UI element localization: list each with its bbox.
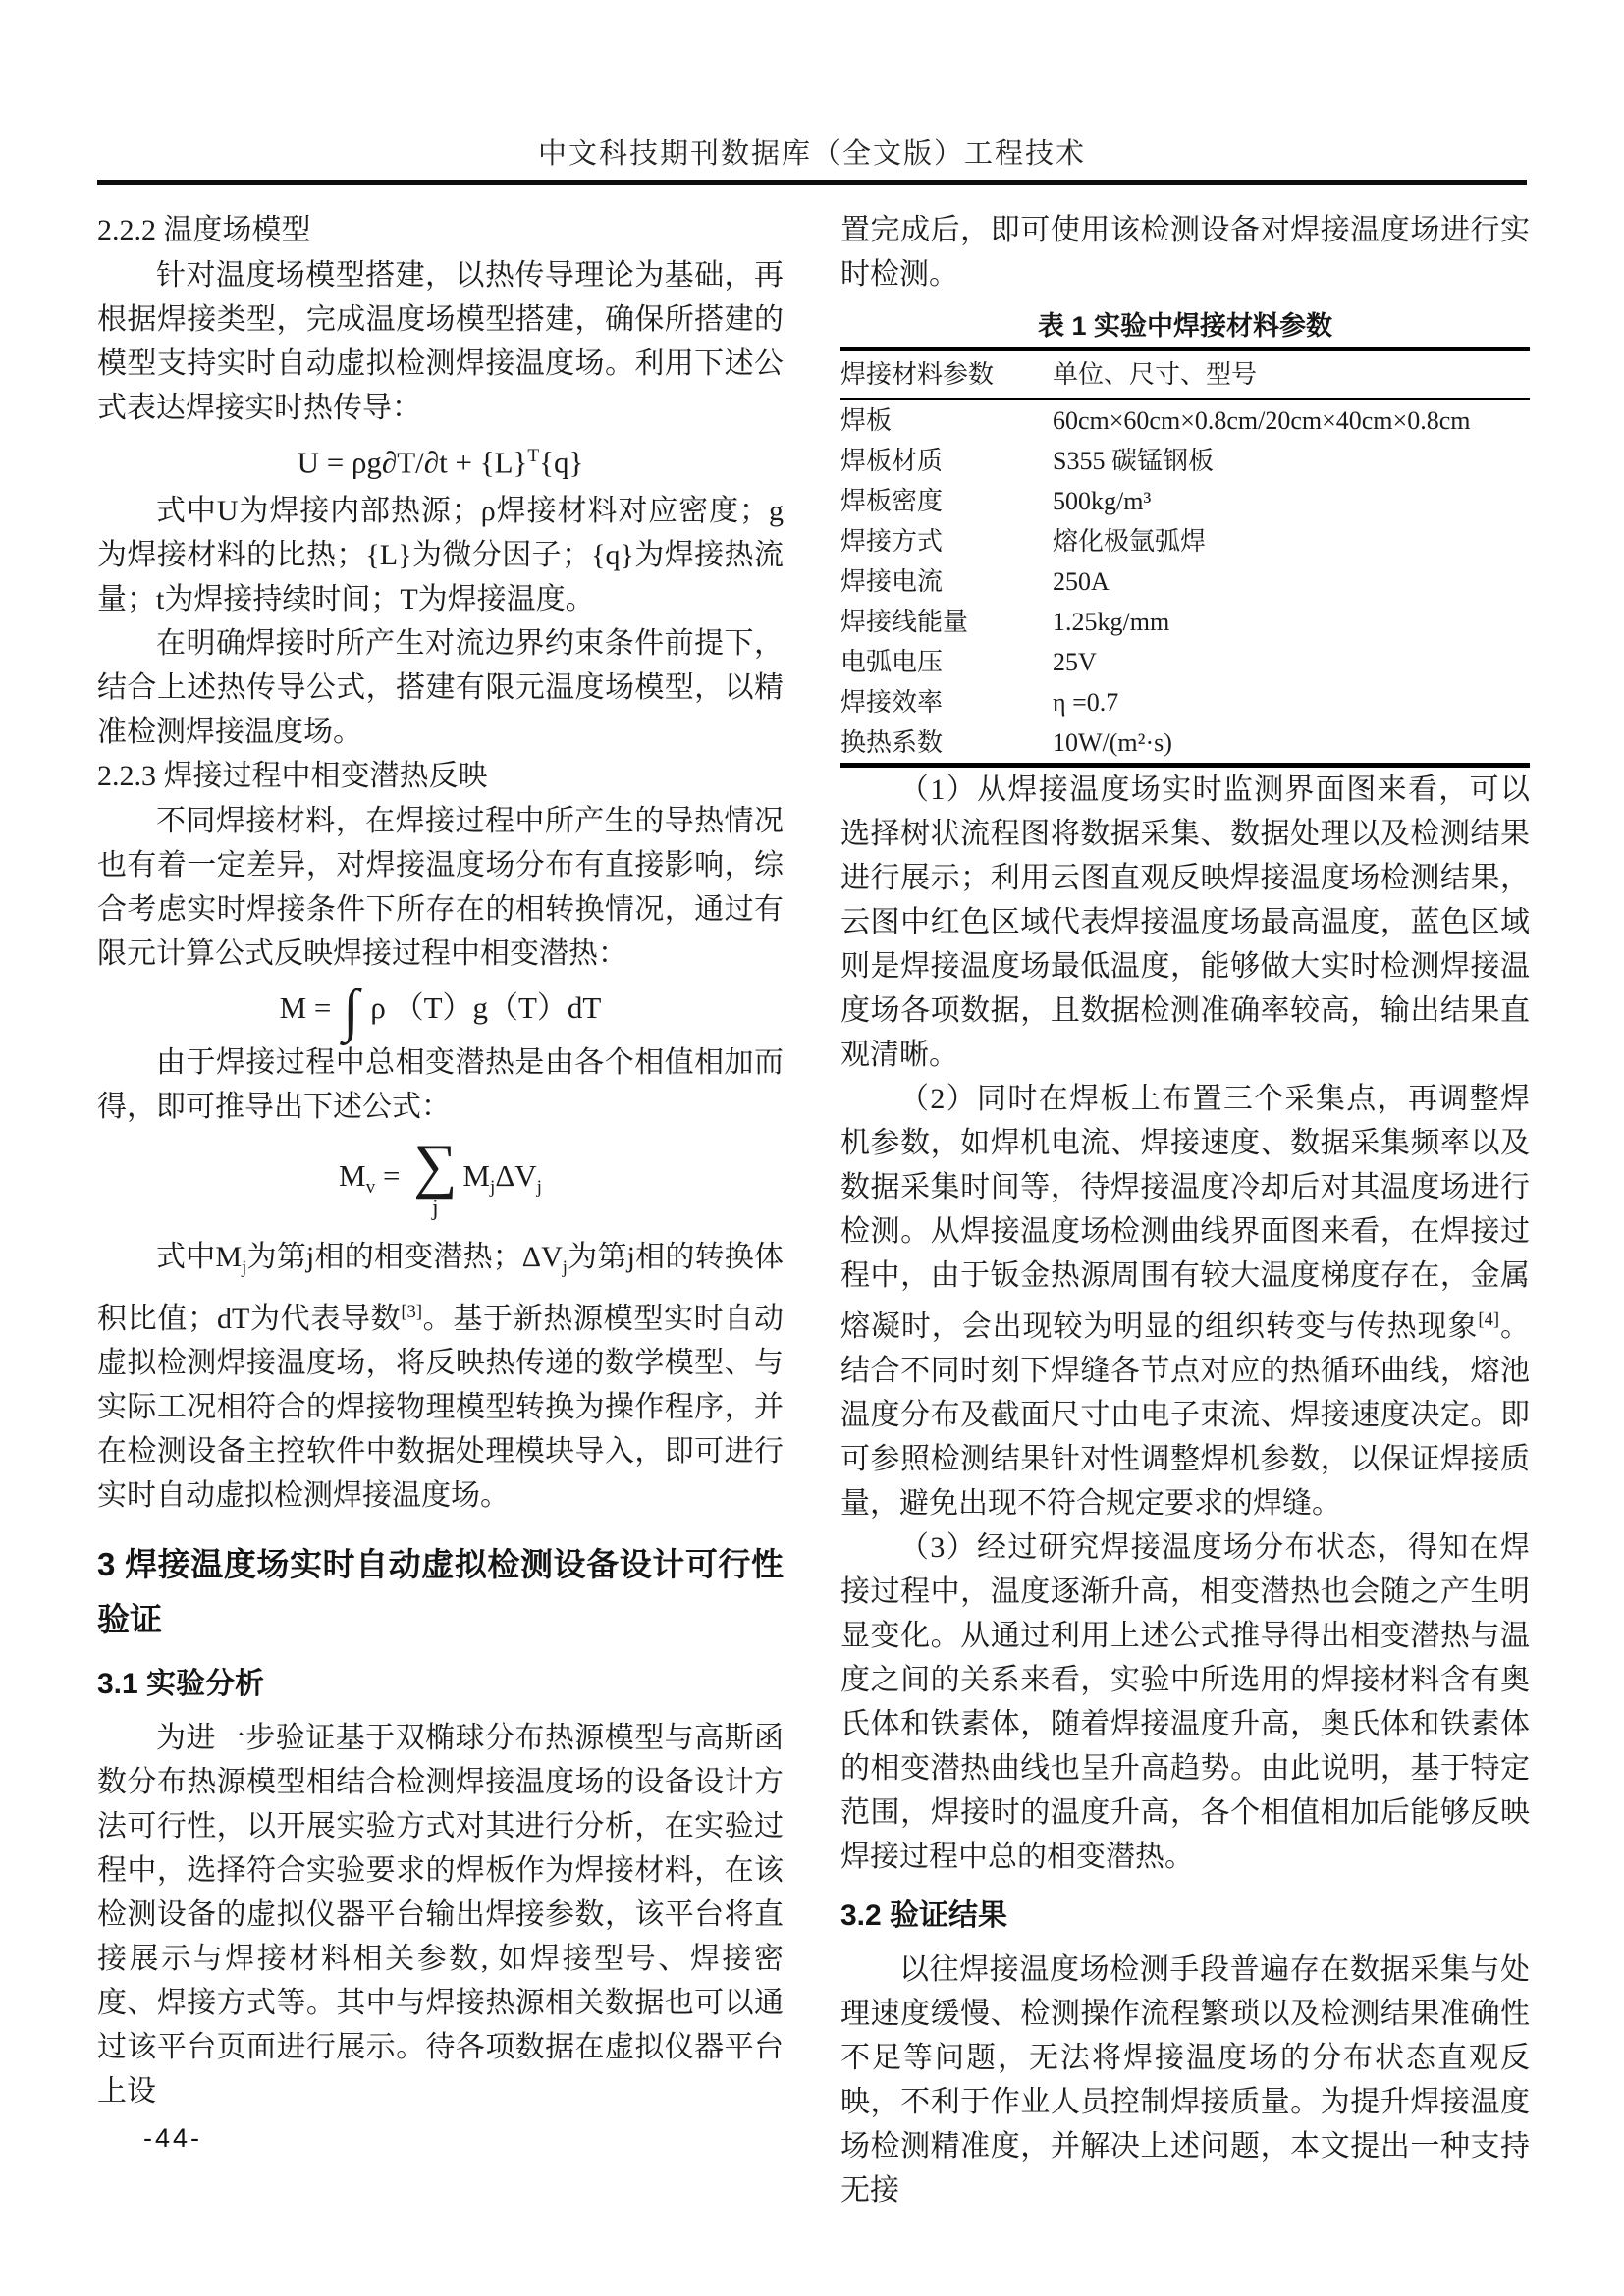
paragraph: 式中U为焊接内部热源；ρ焊接材料对应密度；g为焊接材料的比热；{L}为微分因子；{q}为焊接热流量；t为焊接持续时间；T为焊接温度。 [97, 495, 784, 616]
paragraph: 为进一步验证基于双椭球分布热源模型与高斯函数分布热源模型相结合检测焊接温度场的设备设计方法可行性，以开展实验方式对其进行分析，在实验过程中，选择符合实验要求的焊板作为焊接材料，在该检测设备的虚拟仪器平台输出焊接参数，该平台将直接展示与焊接材料相关参数, 如焊接型号、焊接密度、焊接方式等。其中与焊接热源相关数据也可以通过该平台页面进行展示。待各项数据在虚拟仪器平台上设 [97, 1722, 784, 2109]
heading-3-1: 3.1 实验分析 [97, 1668, 265, 1701]
heading-2-2-2: 2.2.2 温度场模型 [97, 214, 311, 246]
formula-lhs: $M_v$ = [339, 1158, 408, 1199]
paragraph: （1）从焊接温度场实时监测界面图来看，可以选择树状流程图将数据采集、数据处理以及检测结果进行展示；利用云图直观反映焊接温度场检测结果，云图中红色区域代表焊接温度场最高温度，蓝色区域则是焊接温度场最低温度，能够做大实时检测焊接温度场各项数据，且数据检测准确率较高，输出结果直观清晰。 [840, 774, 1530, 1071]
table-row: 焊板材质 S355 碳锰钢板 [840, 447, 1214, 475]
table-col2-header: 单位、尺寸、型号 [1053, 349, 1530, 400]
table-row: 焊接效率 η =0.7 [840, 688, 1119, 717]
table-1-title: 表 1 实验中焊接材料参数 [1037, 311, 1333, 341]
table-row: 焊板 60cm×60cm×0.8cm/20cm×40cm×0.8cm [840, 406, 1471, 435]
sigma-block [413, 1133, 458, 1222]
heading-3: 3 焊接温度场实时自动虚拟检测设备设计可行性验证 [97, 1546, 784, 1638]
formula-superscript: T [527, 446, 540, 466]
paragraph: （2）同时在焊板上布置三个采集点，再调整焊机参数，如焊机电流、焊接速度、数据采集频率以及数据采集时间等，待焊接温度冷却后对其温度场进行检测。从焊接温度场检测曲线界面图来看，在焊接过程中，由于钣金热源周围有较大温度梯度存在，金属熔凝时，会出现较为明显的组织转变与传热现象[4]。结合不同时刻下焊缝各节点对应的热循环曲线，熔池温度分布及截面尺寸由电子束流、焊接速度决定。即可参照检测结果针对性调整焊机参数，以保证焊接质量，避免出现不符合规定要求的焊缝。 [840, 1083, 1531, 1520]
paragraph: 在明确焊接时所产生对流边界约束条件前提下，结合上述热传导公式，搭建有限元温度场模型，以精准检测焊接温度场。 [97, 627, 784, 749]
table-col1-header: 焊接材料参数 [840, 349, 1053, 400]
table-row: 焊接线能量 1.25kg/mm [840, 608, 1170, 636]
table-header-row [840, 349, 1530, 400]
page-number: -44- [143, 2123, 203, 2153]
table-row: 焊接方式 熔化极氩弧焊 [840, 527, 1207, 556]
phase-sum-formula [97, 1133, 784, 1222]
table-row: 电弧电压 25V [840, 648, 1097, 676]
paragraph: 不同焊接材料，在焊接过程中所产生的导热情况也有着一定差异，对焊接温度场分布有直接影响，综合考虑实时焊接条件下所存在的相转换情况，通过有限元计算公式反映焊接过程中相变潜热： [97, 805, 784, 971]
paragraph: 针对温度场模型搭建，以热传导理论为基础，再根据焊接类型，完成温度场模型搭建，确保所搭建的模型支持实时自动虚拟检测焊接温度场。利用下述公式表达焊接实时热传导： [97, 259, 784, 424]
heat-conduction-formula [97, 434, 784, 485]
paragraph: 以往焊接温度场检测手段普遍存在数据采集与处理速度缓慢、检测操作流程繁琐以及检测结果准确性不足等问题，无法将焊接温度场的分布状态直观反映，不利于作业人员控制焊接质量。为提升焊接温度场检测精准度，并解决上述问题，本文提出一种支持无接 [840, 1953, 1530, 2207]
header-rule [97, 180, 1527, 185]
paragraph: （3）经过研究焊接温度场分布状态，得知在焊接过程中，温度逐渐升高，相变潜热也会随之产生明显变化。从通过利用上述公式推导得出相变潜热与温度之间的关系来看，实验中所选用的焊接材料含有奥氏体和铁素体，随着焊接温度升高，奥氏体和铁素体的相变潜热曲线也呈升高趋势。由此说明，基于特定范围，焊接时的温度升高，各个相值相加后能够反映焊接过程中总的相变潜热。 [840, 1531, 1530, 1873]
sigma-index: j [431, 1196, 439, 1222]
sigma-sign: ∑ [413, 1133, 458, 1201]
paragraph: 由于焊接过程中总相变潜热是由各个相值相加而得，即可推导出下述公式： [97, 1046, 784, 1124]
table-row: 焊接电流 250A [840, 567, 1110, 596]
formula-rhs: $M_j\Delta V_j$ [462, 1158, 542, 1199]
heading-3-2: 3.2 验证结果 [840, 1899, 1008, 1932]
latent-heat-formula: M = ∫ ρ （T）g（T）dT [279, 978, 602, 1043]
formula-lhs: M = [279, 990, 340, 1026]
heading-2-2-3: 2.2.3 焊接过程中相变潜热反映 [97, 760, 488, 793]
table-row: 换热系数 10W/(m²·s) [840, 728, 1172, 757]
left-column [97, 208, 784, 2113]
materials-table [840, 347, 1530, 768]
formula-tail: {q} [539, 445, 584, 480]
formula-main: U = ρg∂T/∂t + {L} [297, 445, 528, 480]
table-row: 焊板密度 500kg/m³ [840, 487, 1152, 515]
paragraph: 置完成后，即可使用该检测设备对焊接温度场进行实时检测。 [840, 214, 1530, 291]
paragraph: 式中$M_j$为第j相的相变潜热；$\Delta V_j$为第j相的转换体积比值；dT为代表导数[3]。基于新热源模型实时自动虚拟检测焊接温度场，将反映热传递的数学模型、与实际工况相符合的焊接物理模型转换为操作程序，并在检测设备主控软件中数据处理模块导入，即可进行实时自动虚拟检测焊接温度场。 [97, 1241, 785, 1513]
formula-rhs: ρ （T）g（T）dT [362, 990, 602, 1026]
right-column [840, 208, 1530, 2213]
journal-header: 中文科技期刊数据库（全文版）工程技术 [537, 138, 1086, 170]
